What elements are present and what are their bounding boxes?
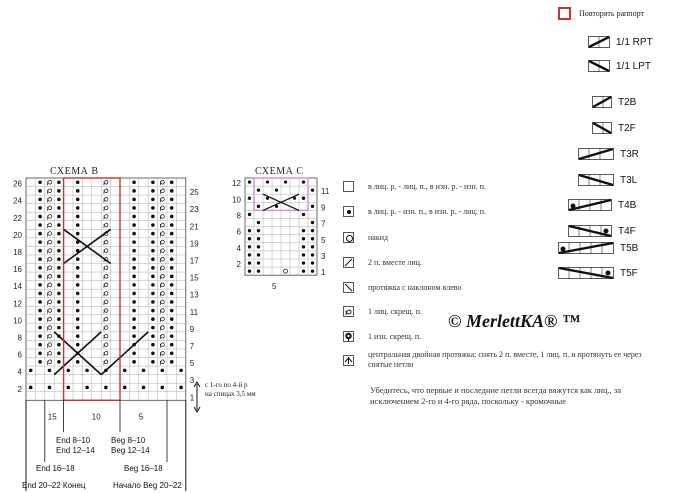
stitch-purl <box>76 198 80 202</box>
stitch-purl <box>284 180 287 183</box>
stitch-purl <box>76 292 80 296</box>
chart-b-row-right: 7 <box>189 342 195 351</box>
stitch-purl <box>311 253 314 256</box>
stitch-purl <box>151 257 155 261</box>
stitch-purl <box>151 198 155 202</box>
stitch-purl <box>311 269 314 272</box>
stitch-purl <box>132 317 136 321</box>
chart-c-row-right: 3 <box>321 252 326 261</box>
repeat-legend-label: Повторять раппорт <box>579 9 644 18</box>
stitch-purl <box>38 292 42 296</box>
stitch-purl <box>170 180 174 184</box>
cable-label-t2f: T2F <box>618 122 636 134</box>
chart-c-row-left: 6 <box>236 227 241 237</box>
stitch-purl <box>29 386 33 390</box>
stitch-purl <box>57 326 61 330</box>
legend-text-purl: в лиц. р. - изн. п., в изн. р. - лиц. п. <box>368 206 486 216</box>
label-end-12-14: End 12–14 <box>56 446 95 455</box>
stitch-purl <box>170 275 174 279</box>
stitch-purl <box>302 269 305 272</box>
stitch-purl <box>266 180 269 183</box>
chart-b-row-left: 20 <box>13 230 22 240</box>
stitch-purl <box>132 334 136 338</box>
stitch-purl <box>76 180 80 184</box>
stitch-purl <box>170 189 174 193</box>
stitch-purl <box>76 275 80 279</box>
stitch-purl <box>179 386 183 390</box>
ptbl-icon <box>343 331 354 342</box>
chart-c-row-right: 11 <box>321 187 330 197</box>
stitch-purl <box>151 240 155 244</box>
stitch-purl <box>161 369 165 373</box>
stitch-purl <box>170 249 174 253</box>
stitch-purl <box>76 257 80 261</box>
legend-text-yo: накид <box>368 232 389 242</box>
stitch-purl <box>76 300 80 304</box>
purl-icon <box>343 206 354 217</box>
stitch-purl <box>170 334 174 338</box>
stitch-purl <box>302 253 305 256</box>
stitch-purl <box>257 261 260 264</box>
stitch-purl <box>57 189 61 193</box>
stitch-purl <box>67 386 71 390</box>
stitch-purl <box>48 369 52 373</box>
stitch-purl <box>57 275 61 279</box>
stitch-purl <box>57 249 61 253</box>
stitch-purl <box>38 317 42 321</box>
stitch-purl <box>132 360 136 364</box>
legend-row-cdd <box>343 352 663 368</box>
stitch-purl <box>57 206 61 210</box>
stitch-purl <box>132 240 136 244</box>
stitch-purl <box>302 245 305 248</box>
stitch-purl <box>76 317 80 321</box>
k2tog-icon <box>343 257 354 268</box>
stitch-purl <box>257 188 260 191</box>
chart-b-col-10: 10 <box>91 412 101 422</box>
stitch-purl <box>151 326 155 330</box>
stitch-purl <box>132 180 136 184</box>
label-end-16-18: End 16–18 <box>36 464 75 473</box>
stitch-purl <box>57 266 61 270</box>
stitch-purl <box>57 223 61 227</box>
stitch-purl <box>161 386 165 390</box>
stitch-purl <box>38 266 42 270</box>
stitch-purl <box>151 292 155 296</box>
stitch-purl <box>38 189 42 193</box>
chart-b-row-left: 24 <box>13 196 22 206</box>
stitch-purl <box>76 189 80 193</box>
chart-b-row-right: 11 <box>189 307 199 317</box>
stitch-purl <box>248 237 251 240</box>
stitch-purl <box>248 261 251 264</box>
stitch-purl <box>151 215 155 219</box>
stitch-purl <box>257 269 260 272</box>
stitch-purl <box>311 261 314 264</box>
stitch-purl <box>57 351 61 355</box>
legend-row-ktbl <box>343 303 422 319</box>
cable-label-t4f: T4F <box>618 225 636 237</box>
stitch-purl <box>248 269 251 272</box>
chart-b-row-right: 9 <box>189 324 195 334</box>
legend-row-ptbl <box>343 328 421 344</box>
chart-b-row-right: 17 <box>189 256 199 266</box>
label-beg-20-22: Начало Beg 20–22 <box>113 481 182 490</box>
legend-text-ssk: протяжка с наклоном влево <box>368 282 462 292</box>
stitch-purl <box>76 309 80 313</box>
stitch-purl <box>57 198 61 202</box>
stitch-purl <box>257 245 260 248</box>
cable-label-lpt: 1/1 LPT <box>616 60 652 72</box>
stitch-purl <box>248 213 251 216</box>
stitch-purl <box>76 215 80 219</box>
stitch-purl <box>257 205 260 208</box>
stitch-purl <box>67 369 71 373</box>
label-end-8-10: End 8–10 <box>56 436 91 445</box>
chart-b-row-right: 23 <box>189 205 199 215</box>
stitch-purl <box>76 360 80 364</box>
stitch-purl <box>76 326 80 330</box>
stitch-purl <box>257 237 260 240</box>
stitch-purl <box>170 351 174 355</box>
cable-label-rpt: 1/1 RPT <box>616 36 653 48</box>
label-beg-8-10: Beg 8–10 <box>111 436 146 445</box>
stitch-purl <box>151 223 155 227</box>
stitch-purl <box>57 232 61 236</box>
stitch-purl <box>132 292 136 296</box>
stitch-purl <box>132 189 136 193</box>
stitch-purl <box>104 386 108 390</box>
legend-text-ptbl: 1 изн. скрещ. п. <box>368 331 422 341</box>
chart-b-row-left: 14 <box>13 282 22 292</box>
stitch-purl <box>57 257 61 261</box>
stitch-purl <box>170 283 174 287</box>
stitch-purl <box>76 266 80 270</box>
stitch-purl <box>302 261 305 264</box>
stitch-purl <box>85 386 89 390</box>
stitch-purl <box>151 266 155 270</box>
stitch-purl <box>38 343 42 347</box>
stitch-purl <box>179 369 183 373</box>
chart-c-row-left: 2 <box>236 260 241 270</box>
stitch-purl <box>132 275 136 279</box>
chart-c-row-left: 10 <box>232 195 241 205</box>
stitch-purl <box>248 245 251 248</box>
chart-c-title: СХЕМА С <box>255 166 304 177</box>
legend-text-knit: в лиц. р. - лиц. п., в изн. р. - изн. п. <box>368 181 486 191</box>
legend-row-yo <box>343 229 388 245</box>
stitch-purl <box>132 309 136 313</box>
stitch-purl <box>170 317 174 321</box>
stitch-purl <box>151 180 155 184</box>
cable-label-t5f: T5F <box>620 267 638 279</box>
stitch-purl <box>170 300 174 304</box>
stitch-purl <box>170 240 174 244</box>
label-end-20-22: End 20–22 Конец <box>22 481 86 490</box>
stitch-purl <box>76 206 80 210</box>
cdd-icon <box>343 355 354 366</box>
stitch-purl <box>123 369 127 373</box>
stitch-purl <box>132 283 136 287</box>
stitch-purl <box>142 386 146 390</box>
stitch-purl <box>57 292 61 296</box>
chart-b-row-left: 12 <box>13 299 22 309</box>
stitch-purl <box>248 229 251 232</box>
stitch-purl <box>151 206 155 210</box>
stitch-purl <box>170 326 174 330</box>
knitting-note: Убедитесь, что первые и последние петли всегда вяжутся как лиц., за исключением 2-го и 4-го ряда, поскольку - кромочные <box>370 385 622 406</box>
stitch-purl <box>170 266 174 270</box>
chart-b-row-right: 25 <box>189 188 199 198</box>
stitch-purl <box>38 351 42 355</box>
stitch-purl <box>57 317 61 321</box>
stitch-purl <box>248 180 251 183</box>
stitch-purl <box>170 206 174 210</box>
stitch-purl <box>38 232 42 236</box>
legend-row-k2tog <box>343 254 422 270</box>
stitch-purl <box>38 198 42 202</box>
cable-label-t3l: T3L <box>620 174 638 186</box>
ktbl-icon <box>343 306 354 317</box>
stitch-purl <box>311 245 314 248</box>
chart-b-title: СХЕМА В <box>50 166 99 177</box>
stitch-purl <box>170 215 174 219</box>
chart-b-row-right: 19 <box>189 239 199 249</box>
chart-b-row-left: 26 <box>13 179 22 189</box>
stitch-purl <box>248 253 251 256</box>
chart-b-row-left: 22 <box>13 213 22 223</box>
stitch-purl <box>151 317 155 321</box>
chart-c-row-right: 1 <box>321 268 326 278</box>
chart-c-col-5: 5 <box>272 282 277 292</box>
stitch-purl <box>76 343 80 347</box>
chart-b-row-left: 18 <box>13 247 22 257</box>
stitch-purl <box>151 232 155 236</box>
chart-b-col-15: 15 <box>47 412 57 422</box>
stitch-purl <box>85 369 89 373</box>
legend-row-knit <box>343 178 486 194</box>
stitch-purl <box>151 275 155 279</box>
stitch-purl <box>57 283 61 287</box>
stitch-purl <box>311 229 314 232</box>
cable-label-t2b: T2B <box>618 96 637 108</box>
chart-b-row-left: 10 <box>13 316 22 326</box>
chart-c-row-left: 12 <box>232 179 241 189</box>
cable-label-t4b: T4B <box>618 199 637 211</box>
stitch-purl <box>57 343 61 347</box>
chart-b-row-left: 16 <box>13 265 22 275</box>
legend-text-ktbl: 1 лиц. скрещ. п. <box>368 306 422 316</box>
stitch-purl <box>57 180 61 184</box>
stitch-purl <box>38 334 42 338</box>
chart-b-row-left: 6 <box>17 350 22 360</box>
stitch-purl <box>132 215 136 219</box>
yo-icon <box>343 232 354 243</box>
stitch-purl <box>302 213 305 216</box>
stitch-purl <box>170 257 174 261</box>
stitch-purl <box>151 343 155 347</box>
stitch-purl <box>132 223 136 227</box>
stitch-purl <box>257 221 260 224</box>
chart-b-row-left: 8 <box>17 333 22 343</box>
stitch-purl <box>38 300 42 304</box>
stitch-purl <box>302 237 305 240</box>
legend-row-purl <box>343 203 486 219</box>
stitch-purl <box>123 386 127 390</box>
stitch-purl <box>132 351 136 355</box>
chart-b-row-right: 13 <box>189 290 199 300</box>
watermark: © MerlettKA® ™ <box>448 311 580 331</box>
cable-label-t5b: T5B <box>620 242 639 254</box>
stitch-purl <box>151 189 155 193</box>
stitch-purl <box>170 360 174 364</box>
stitch-purl <box>38 275 42 279</box>
stitch-purl <box>132 257 136 261</box>
stitch-purl <box>170 292 174 296</box>
stitch-purl <box>151 309 155 313</box>
label-beg-12-14: Beg 12–14 <box>111 446 150 455</box>
chart-b-row-right: 5 <box>189 359 195 369</box>
stitch-purl <box>57 309 61 313</box>
stitch-purl <box>132 326 136 330</box>
stitch-purl <box>132 300 136 304</box>
stitch-purl <box>151 351 155 355</box>
stitch-purl <box>151 283 155 287</box>
stitch-purl <box>151 334 155 338</box>
cable-label-t3r: T3R <box>620 148 639 160</box>
stitch-purl <box>170 232 174 236</box>
chart-b-side-note: с 1-го по 4-й р на спицах 3,5 мм <box>205 381 256 398</box>
stitch-purl <box>132 266 136 270</box>
legend-text-k2tog: 2 п. вместе лиц. <box>368 257 422 267</box>
stitch-purl <box>302 229 305 232</box>
stitch-purl <box>57 215 61 219</box>
stitch-purl <box>151 300 155 304</box>
stitch-purl <box>302 180 305 183</box>
stitch-purl <box>76 283 80 287</box>
knit-icon <box>343 181 354 192</box>
stitch-purl <box>311 205 314 208</box>
chart-c-row-right: 7 <box>321 219 326 229</box>
chart-c-row-left: 4 <box>236 243 241 253</box>
stitch-purl <box>302 197 305 200</box>
stitch-purl <box>38 257 42 261</box>
label-beg-16-18: Beg 16–18 <box>124 464 163 473</box>
stitch-purl <box>311 188 314 191</box>
stitch-purl <box>248 197 251 200</box>
stitch-purl <box>311 221 314 224</box>
stitch-purl <box>38 180 42 184</box>
stitch-purl <box>38 240 42 244</box>
stitch-purl <box>257 229 260 232</box>
chart-b-row-right: 3 <box>189 376 195 386</box>
chart-c-row-right: 9 <box>321 203 326 213</box>
stitch-purl <box>38 326 42 330</box>
chart-b-row-right: 21 <box>189 222 199 232</box>
chart-b-row-left: 2 <box>17 384 22 394</box>
stitch-purl <box>170 223 174 227</box>
stitch-purl <box>142 369 146 373</box>
stitch-purl <box>132 206 136 210</box>
chart-c-row-left: 8 <box>236 211 241 221</box>
stitch-purl <box>275 189 278 192</box>
stitch-purl <box>38 206 42 210</box>
stitch-purl <box>38 223 42 227</box>
stitch-purl <box>76 334 80 338</box>
stitch-purl <box>151 360 155 364</box>
stitch-purl <box>257 253 260 256</box>
stitch-purl <box>38 283 42 287</box>
legend-text-cdd: центральная двойная протяжка: снять 2 п. вместе, 1 лиц. п. и протянуть ее через снятые петли <box>368 350 642 369</box>
stitch-purl <box>57 240 61 244</box>
chart-b-row-right: 15 <box>189 273 199 283</box>
stitch-purl <box>38 309 42 313</box>
stitch-purl <box>48 386 52 390</box>
stitch-purl <box>29 369 33 373</box>
chart-c-row-right: 5 <box>321 235 326 245</box>
stitch-purl <box>170 198 174 202</box>
stitch-purl <box>38 360 42 364</box>
stitch-purl <box>132 198 136 202</box>
chart-b-row-left: 4 <box>17 367 22 377</box>
legend-row-ssk <box>343 279 461 295</box>
stitch-purl <box>38 249 42 253</box>
stitch-purl <box>170 309 174 313</box>
ssk-icon <box>343 282 354 293</box>
stitch-purl <box>76 232 80 236</box>
stitch-purl <box>76 223 80 227</box>
stitch-purl <box>57 300 61 304</box>
stitch-purl <box>57 360 61 364</box>
stitch-purl <box>170 343 174 347</box>
chart-b-row-right: 1 <box>189 393 195 403</box>
stitch-purl <box>311 237 314 240</box>
chart-b-col-5: 5 <box>138 412 144 422</box>
stitch-purl <box>132 232 136 236</box>
stitch-purl <box>151 249 155 253</box>
stitch-purl <box>38 215 42 219</box>
stitch-purl <box>132 249 136 253</box>
